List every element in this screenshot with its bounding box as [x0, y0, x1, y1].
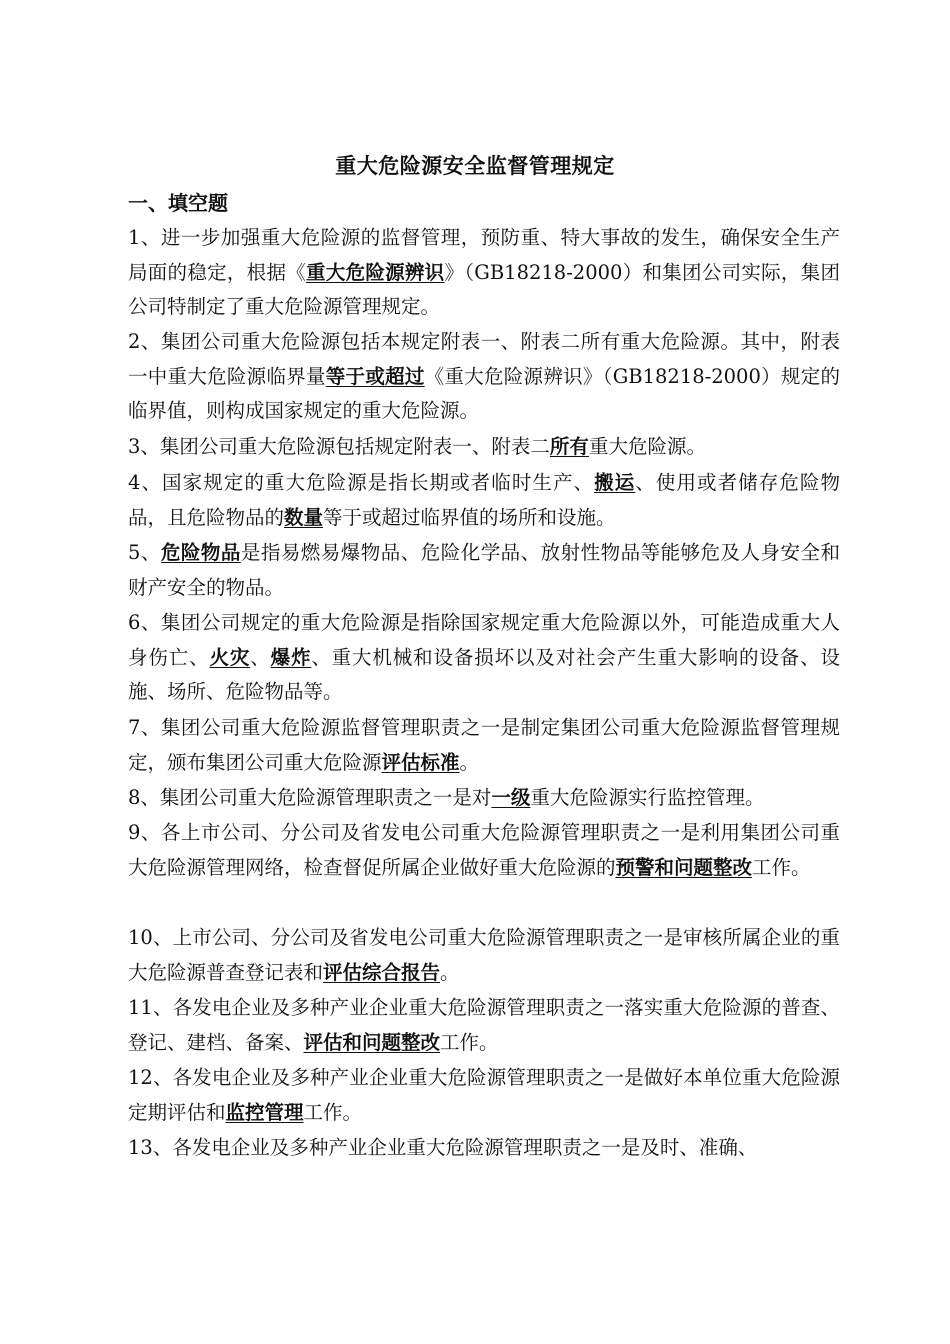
document-title: 重大危险源安全监督管理规定	[335, 154, 615, 178]
question-text: 》（GB18218-2000）和集团公司实际，集团公司特制定了重大危险源管理规定。	[128, 260, 840, 318]
question-text: 6、集团公司规定的重大危险源是指除国家规定重大危险源以外，可能造成重大人身伤亡、	[128, 611, 840, 669]
question-text: 9、各上市公司、分公司及省发电公司重大危险源管理职责之一是利用集团公司重大危险源管理网络，检查督促所属企业做好重大危险源的	[128, 821, 840, 879]
question-9	[128, 816, 840, 885]
answer-blank: 火灾	[209, 645, 251, 669]
section-heading: 一、填空题	[128, 191, 228, 215]
question-10	[128, 921, 840, 990]
question-text: 2、集团公司重大危险源包括本规定附表一、附表二所有重大危险源。其中，附表一中重大危险源临界量	[128, 330, 840, 388]
question-6	[128, 606, 840, 710]
answer-blank: 监控管理	[225, 1100, 304, 1124]
question-text: 工作。	[440, 1030, 499, 1054]
question-3	[128, 430, 840, 465]
question-text: 《重大危险源辨识》（GB18218-2000）规定的临界值，则构成国家规定的重大危险源。	[128, 364, 840, 422]
question-text: 重大危险源实行监控管理。	[530, 786, 765, 809]
question-text: 10、上市公司、分公司及省发电公司重大危险源管理职责之一是审核所属企业的重大危险源普查登记表和	[128, 926, 840, 984]
question-12	[128, 1061, 840, 1130]
question-7	[128, 711, 840, 780]
question-text: 重大危险源。	[588, 435, 706, 458]
question-text: 7、集团公司重大危险源监督管理职责之一是制定集团公司重大危险源监督管理规定，颁布集团公司重大危险源	[128, 716, 840, 774]
question-13	[128, 1131, 840, 1166]
question-text: 。	[440, 960, 460, 984]
answer-blank: 一级	[491, 786, 531, 809]
question-text: 工作。	[752, 855, 811, 879]
question-text: 5、	[128, 541, 161, 564]
question-text: 3、集团公司重大危险源包括规定附表一、附表二	[128, 435, 550, 458]
question-11	[128, 991, 840, 1060]
answer-blank: 等于或超过	[325, 364, 425, 388]
question-text: 、使用或者储存危险物品，且危险物品的	[128, 471, 840, 529]
question-8	[128, 781, 840, 816]
question-text: 。	[459, 750, 480, 774]
question-text: 1、进一步加强重大危险源的监督管理，预防重、特大事故的发生，确保安全生产局面的稳定，根据《	[128, 226, 840, 284]
answer-blank: 评估标准	[381, 750, 460, 774]
answer-blank: 预警和问题整改	[615, 855, 753, 879]
question-4	[128, 466, 840, 535]
question-text: 8、集团公司重大危险源管理职责之一是对	[128, 786, 492, 809]
answer-blank: 评估综合报告	[323, 960, 441, 984]
answer-blank: 评估和问题整改	[303, 1030, 441, 1054]
question-text: 12、各发电企业及多种产业企业重大危险源管理职责之一是做好本单位重大危险源定期评估和	[128, 1066, 840, 1124]
question-text: 、	[250, 645, 271, 669]
question-text: 11、各发电企业及多种产业企业重大危险源管理职责之一落实重大危险源的普查、登记、建档、备案、	[128, 996, 840, 1054]
answer-blank-2: 数量	[284, 505, 324, 529]
question-2	[128, 325, 840, 429]
answer-blank: 搬运	[594, 471, 636, 494]
answer-blank: 重大危险源辨识	[306, 260, 445, 284]
question-5	[128, 536, 840, 605]
question-text: 13、各发电企业及多种产业企业重大危险源管理职责之一是及时、准确、	[128, 1136, 758, 1159]
answer-blank: 所有	[549, 435, 589, 458]
answer-blank: 危险物品	[160, 541, 241, 564]
question-text: 工作。	[303, 1100, 363, 1124]
question-text: 、重大机械和设备损坏以及对社会产生重大影响的设备、设施、场所、危险物品等。	[128, 645, 840, 703]
question-1	[128, 221, 840, 325]
question-text: 是指易燃易爆物品、危险化学品、放射性物品等能够危及人身安全和财产安全的物品。	[128, 541, 840, 599]
question-text: 等于或超过临界值的场所和设施。	[323, 505, 616, 529]
question-text: 4、国家规定的重大危险源是指长期或者临时生产、	[128, 471, 595, 494]
answer-blank-2: 爆炸	[270, 645, 312, 669]
